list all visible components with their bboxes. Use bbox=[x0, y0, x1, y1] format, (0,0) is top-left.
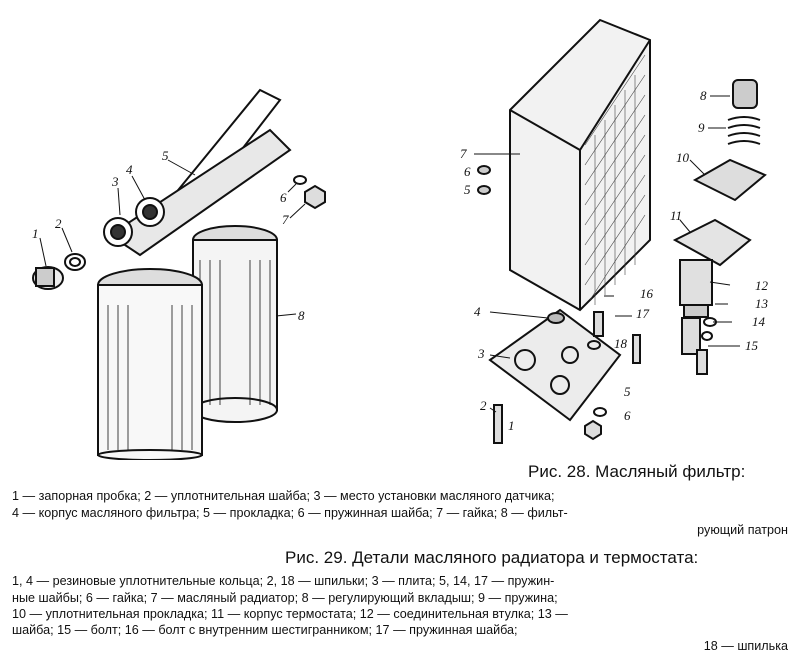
fig29-label-5: 5 bbox=[464, 182, 471, 197]
fig29-label-7: 7 bbox=[460, 146, 467, 161]
fig29-caption-line-3: 10 — уплотнительная прокладка; 11 — корпус термостата; 12 — соединительная втулка; 13 — bbox=[12, 607, 568, 621]
fig29-label-16: 16 bbox=[640, 286, 653, 301]
fig28-label-3: 3 bbox=[112, 174, 119, 189]
oil-filter-drawing bbox=[33, 90, 325, 460]
fig28-label-2: 2 bbox=[55, 216, 62, 231]
fig28-caption-line-1: 1 — запорная пробка; 2 — уплотнительная шайба; 3 — место установки масляного датчика; bbox=[12, 489, 555, 503]
fig28-label-6: 6 bbox=[280, 190, 287, 205]
fig29-label-10: 10 bbox=[676, 150, 689, 165]
fig28-label-7: 7 bbox=[282, 212, 289, 227]
fig29-label-18: 18 bbox=[614, 336, 627, 351]
fig29-label-8: 8 bbox=[700, 88, 707, 103]
fig29-label-1: 1 bbox=[508, 418, 515, 433]
fig29-label-15: 15 bbox=[745, 338, 758, 353]
fig28-caption-line-3: рующий патрон bbox=[697, 523, 788, 537]
fig29-label-11: 11 bbox=[670, 208, 683, 223]
fig29-label-12: 12 bbox=[755, 278, 768, 293]
fig29-caption-line-2: ные шайбы; 6 — гайка; 7 — масляный радиатор; 8 — регулирующий вкладыш; 9 — пружина; bbox=[12, 591, 558, 605]
fig28-caption-title: Рис. 28. Масляный фильтр: bbox=[528, 462, 746, 481]
fig29-caption-line-4: шайба; 15 — болт; 16 — болт с внутренним шестигранником; 17 — пружинная шайба; bbox=[12, 623, 518, 637]
fig29-caption-title: Рис. 29. Детали масляного радиатора и термостата: bbox=[285, 548, 699, 567]
fig28-caption-line-2: 4 — корпус масляного фильтра; 5 — прокладка; 6 — пружинная шайба; 7 — гайка; 8 — фильт- bbox=[12, 506, 568, 520]
oil-radiator-drawing bbox=[474, 20, 765, 443]
fig29-label-14: 14 bbox=[752, 314, 765, 329]
fig29-label-6: 6 bbox=[464, 164, 471, 179]
fig29-caption-line-1: 1, 4 — резиновые уплотнительные кольца; 2, 18 — шпильки; 3 — плита; 5, 14, 17 — пружин- bbox=[12, 574, 555, 588]
fig29-label-5b: 5 bbox=[624, 384, 631, 399]
fig29-label-17: 17 bbox=[636, 306, 649, 321]
fig29-label-6b: 6 bbox=[624, 408, 631, 423]
fig29-label-4: 4 bbox=[474, 304, 481, 319]
fig29-label-3: 3 bbox=[478, 346, 485, 361]
fig29-label-13: 13 bbox=[755, 296, 768, 311]
fig29-caption-line-5: 18 — шпилька bbox=[703, 639, 788, 653]
fig28-label-4: 4 bbox=[126, 162, 133, 177]
fig28-label-5: 5 bbox=[162, 148, 169, 163]
fig28-label-8: 8 bbox=[298, 308, 305, 323]
fig28-label-1: 1 bbox=[32, 226, 39, 241]
fig29-label-9: 9 bbox=[698, 120, 705, 135]
fig29-label-2: 2 bbox=[480, 398, 487, 413]
